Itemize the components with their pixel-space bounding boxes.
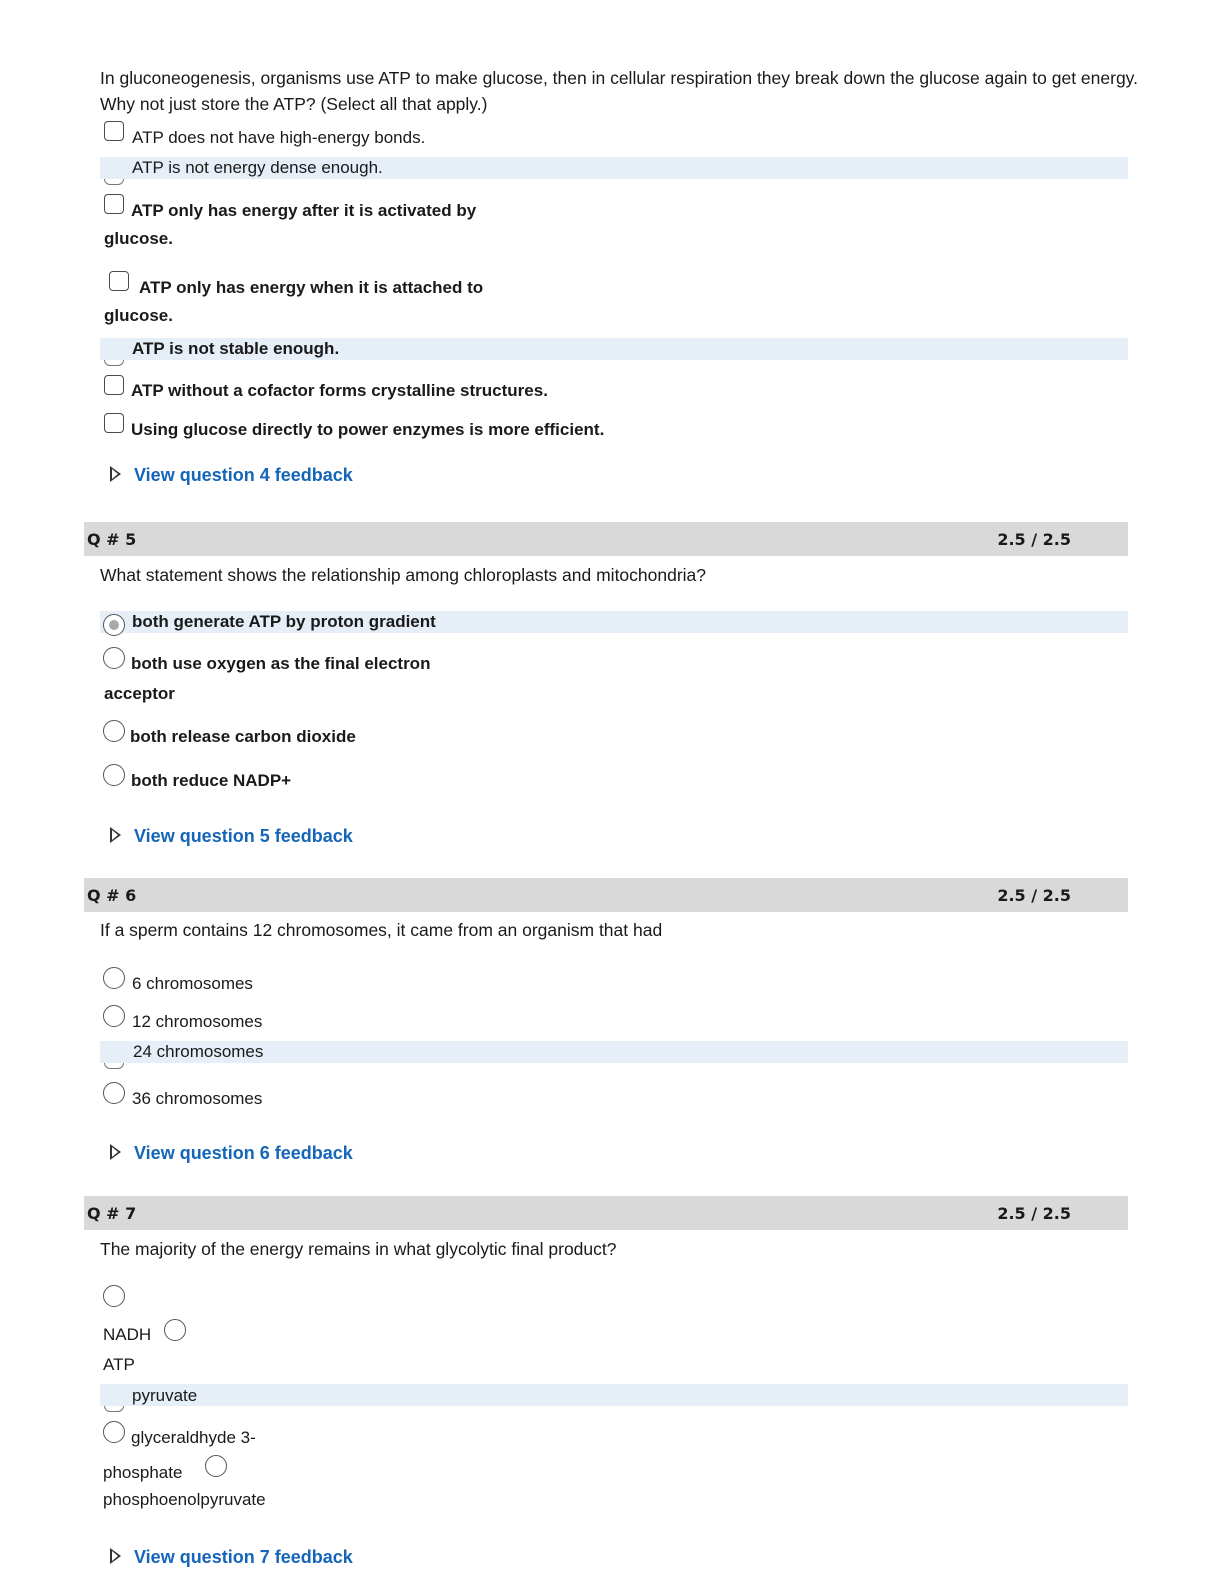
q4-option-7-checkbox[interactable] — [104, 413, 124, 433]
q6-option-3-radio[interactable] — [104, 1063, 124, 1069]
q4-option-1-checkbox[interactable] — [104, 121, 124, 141]
question-7-prompt: The majority of the energy remains in what glycolytic final product? — [100, 1239, 617, 1259]
q7-option-1-radio[interactable] — [103, 1285, 125, 1307]
q7-option-5-label: phosphoenolpyruvate — [103, 1490, 266, 1509]
question-6-prompt: If a sperm contains 12 chromosomes, it came from an organism that had — [100, 920, 663, 940]
q5-option-2-label: both use oxygen as the final electron — [131, 654, 431, 673]
expand-triangle-icon — [110, 466, 121, 482]
q5-option-2-label-cont: acceptor — [104, 684, 175, 703]
q4-option-4-label-cont: glucose. — [104, 306, 173, 325]
question-number: Q # 6 — [87, 886, 137, 905]
q5-option-3-label: both release carbon dioxide — [130, 727, 356, 746]
q5-option-3-radio[interactable] — [103, 720, 125, 742]
expand-triangle-icon — [110, 827, 121, 843]
q4-option-4-checkbox[interactable] — [109, 271, 129, 291]
question-score: 2.5 / 2.5 — [997, 886, 1071, 905]
question-7-header — [84, 1196, 1128, 1230]
q6-option-4-label: 36 chromosomes — [132, 1089, 263, 1108]
q4-option-2-label: ATP is not energy dense enough. — [132, 158, 383, 177]
question-score: 2.5 / 2.5 — [997, 1204, 1071, 1223]
q5-option-1-label: both generate ATP by proton gradient — [132, 612, 436, 631]
expand-triangle-icon — [110, 1548, 121, 1564]
question-4-prompt: In gluconeogenesis, organisms use ATP to make glucose, then in cellular respiration they break down the glucose again to get energy. Why not just store the ATP? (Select all that apply.) — [100, 68, 1138, 114]
q6-option-1-label: 6 chromosomes — [132, 974, 253, 993]
q7-feedback-link[interactable]: View question 7 feedback — [134, 1547, 353, 1567]
question-5-header — [84, 522, 1128, 556]
q4-option-3-checkbox[interactable] — [104, 194, 124, 214]
q4-option-5-checkbox[interactable] — [104, 360, 124, 366]
q6-feedback-link[interactable]: View question 6 feedback — [134, 1143, 353, 1163]
q6-feedback-toggle[interactable] — [110, 1143, 353, 1164]
q5-option-2-radio[interactable] — [103, 647, 125, 669]
expand-triangle-icon — [110, 1144, 121, 1160]
q7-option-5-radio[interactable] — [205, 1455, 227, 1477]
q5-option-4-label: both reduce NADP+ — [131, 771, 292, 790]
q4-option-5-label: ATP is not stable enough. — [132, 339, 340, 358]
q7-option-4-radio[interactable] — [103, 1421, 125, 1443]
question-number: Q # 7 — [87, 1204, 137, 1223]
question-6-header — [84, 878, 1128, 912]
q6-option-2-radio[interactable] — [103, 1005, 125, 1027]
q7-option-1-label: NADH — [103, 1325, 152, 1344]
q7-option-4-label: glyceraldhyde 3- — [131, 1428, 256, 1447]
q4-option-7-label: Using glucose directly to power enzymes is more efficient. — [131, 420, 605, 439]
q5-feedback-toggle[interactable] — [110, 826, 353, 847]
q7-correct-highlight — [100, 1384, 1128, 1406]
question-number: Q # 5 — [87, 530, 137, 549]
q5-option-1-radio[interactable] — [103, 614, 125, 636]
q4-option-2-checkbox[interactable] — [104, 179, 124, 185]
q5-feedback-link[interactable]: View question 5 feedback — [134, 826, 353, 846]
q7-option-4-label-cont: phosphate — [103, 1463, 183, 1482]
q6-option-1-radio[interactable] — [103, 967, 125, 989]
q6-option-2-label: 12 chromosomes — [132, 1012, 263, 1031]
q4-option-4-label: ATP only has energy when it is attached to — [139, 278, 484, 297]
q4-option-6-label: ATP without a cofactor forms crystalline structures. — [131, 381, 548, 400]
q7-option-2-label: ATP — [103, 1355, 135, 1374]
q6-option-3-label: 24 chromosomes — [133, 1042, 264, 1061]
q6-option-4-radio[interactable] — [103, 1082, 125, 1104]
q7-option-3-label: pyruvate — [132, 1386, 198, 1405]
question-score: 2.5 / 2.5 — [997, 530, 1071, 549]
q4-option-1-label: ATP does not have high-energy bonds. — [132, 128, 426, 147]
q4-feedback-toggle[interactable] — [110, 465, 353, 486]
q4-option-3-label: ATP only has energy after it is activated by — [131, 201, 477, 220]
q5-option-4-radio[interactable] — [103, 764, 125, 786]
q4-feedback-link[interactable]: View question 4 feedback — [134, 465, 353, 485]
question-5-prompt: What statement shows the relationship among chloroplasts and mitochondria? — [100, 565, 707, 585]
q7-option-3-radio[interactable] — [104, 1406, 124, 1412]
q4-option-3-label-cont: glucose. — [104, 229, 173, 248]
q4-option-6-checkbox[interactable] — [104, 375, 124, 395]
q7-feedback-toggle[interactable] — [110, 1547, 353, 1568]
q7-option-2-radio[interactable] — [164, 1319, 186, 1341]
